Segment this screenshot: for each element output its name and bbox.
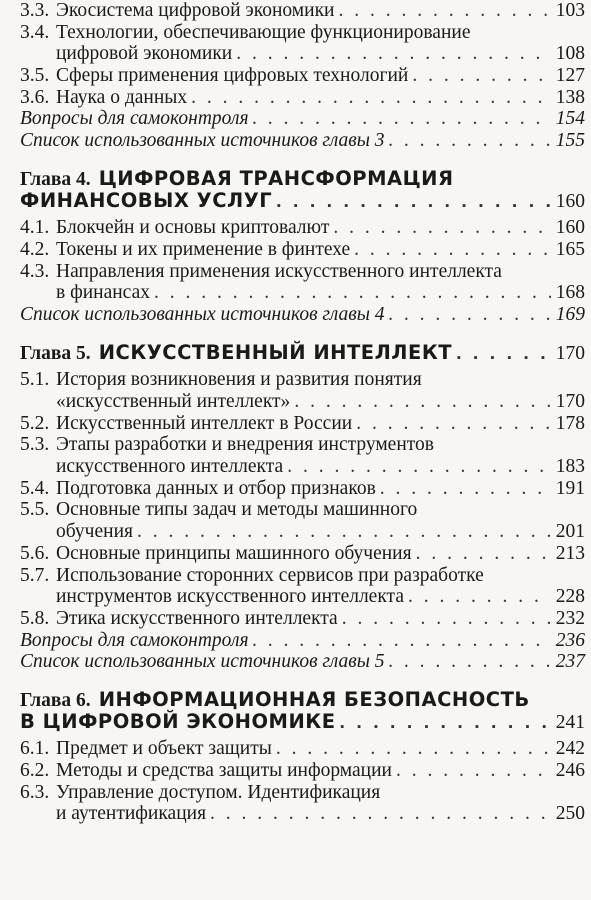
entry-title: Вопросы для самоконтроля xyxy=(20,629,249,651)
section-title: Токены и их применение в финтехе xyxy=(56,238,351,260)
section-number: 3.4. xyxy=(20,21,50,43)
toc-entry[interactable] xyxy=(20,22,585,44)
dot-leader xyxy=(340,712,551,734)
section-number: 6.2. xyxy=(20,760,50,781)
chapter-heading[interactable] xyxy=(20,342,585,364)
dot-leader xyxy=(389,304,551,326)
section-title-cont: и аутентификация xyxy=(56,803,207,825)
page-number: 241 xyxy=(555,711,585,733)
page-number: 160 xyxy=(555,217,585,239)
section-title: Технологии, обеспечивающие функционирование xyxy=(56,21,471,43)
section-title: Использование сторонних сервисов при разработке xyxy=(56,564,484,586)
entry-title: Вопросы для самоконтроля xyxy=(20,108,249,130)
dot-leader xyxy=(294,391,551,413)
page-number: 178 xyxy=(555,412,585,434)
toc-entry[interactable] xyxy=(20,543,585,565)
dot-leader xyxy=(287,456,551,478)
toc-entry[interactable] xyxy=(20,565,585,587)
section-title: История возникновения и развития понятия xyxy=(56,369,422,391)
section-title: Наука о данных xyxy=(56,86,188,108)
section-title: Подготовка данных и отбор признаков xyxy=(56,477,376,499)
toc-entry-sources[interactable] xyxy=(20,651,585,673)
section-number: 5.8. xyxy=(20,607,50,629)
toc-entry-sources[interactable] xyxy=(20,304,585,326)
dot-leader xyxy=(396,760,551,782)
chapter-heading[interactable] xyxy=(20,168,585,190)
toc-entry[interactable] xyxy=(20,413,585,435)
page-number: 168 xyxy=(555,282,585,304)
section-number: 3.6. xyxy=(20,86,50,108)
dot-leader xyxy=(210,803,551,825)
toc-entry-continuation[interactable] xyxy=(20,586,585,608)
section-title-cont: искусственного интеллекта xyxy=(56,456,284,478)
page-number: 250 xyxy=(555,803,585,825)
chapter-title-cont: ФИНАНСОВЫХ УСЛУГ xyxy=(20,188,273,212)
chapter-label: Глава 6. xyxy=(20,689,91,711)
section-title: Этапы разработки и внедрения инструментов xyxy=(56,434,434,456)
section-number: 5.6. xyxy=(20,542,50,564)
toc-entry-questions[interactable] xyxy=(20,108,585,130)
page-number: 160 xyxy=(555,190,585,212)
page-number: 201 xyxy=(555,521,585,543)
section-number: 5.5. xyxy=(20,499,50,521)
dot-leader xyxy=(408,586,551,608)
toc-entry[interactable] xyxy=(20,760,585,782)
dot-leader xyxy=(412,65,551,87)
dot-leader xyxy=(253,630,551,652)
toc-entry-sources[interactable] xyxy=(20,130,585,152)
toc-entry[interactable] xyxy=(20,608,585,630)
toc-entry[interactable] xyxy=(20,369,585,391)
section-number: 3.3. xyxy=(20,0,50,21)
dot-leader xyxy=(191,87,551,109)
page-number: 228 xyxy=(555,586,585,608)
toc-entry-continuation[interactable] xyxy=(20,282,585,304)
toc-entry[interactable] xyxy=(20,499,585,521)
section-title: Направления применения искусственного интеллекта xyxy=(56,260,502,282)
dot-leader xyxy=(389,130,551,152)
dot-leader xyxy=(354,239,551,261)
page-number: 169 xyxy=(555,303,585,325)
toc-entry[interactable] xyxy=(20,0,585,22)
page-number: 213 xyxy=(555,542,585,564)
toc-entry[interactable] xyxy=(20,65,585,87)
toc-entry-continuation[interactable] xyxy=(20,43,585,65)
dot-leader xyxy=(333,217,551,239)
section-number: 5.4. xyxy=(20,477,50,499)
page-number: 191 xyxy=(555,477,585,499)
chapter-heading-continuation[interactable] xyxy=(20,711,585,733)
chapter-heading-continuation[interactable] xyxy=(20,190,585,212)
toc-entry-continuation[interactable] xyxy=(20,391,585,413)
dot-leader xyxy=(342,608,551,630)
section-title-cont: инструментов искусственного интеллекта xyxy=(56,586,404,608)
dot-leader xyxy=(253,108,551,130)
section-title-cont: в финансах xyxy=(56,282,150,304)
section-number: 4.2. xyxy=(20,238,50,260)
chapter-title: ИСКУССТВЕННЫЙ ИНТЕЛЛЕКТ xyxy=(98,340,453,364)
toc-entry[interactable] xyxy=(20,239,585,261)
entry-title: Список использованных источников главы 4 xyxy=(20,303,385,325)
toc-entry[interactable] xyxy=(20,434,585,456)
section-number: 5.7. xyxy=(20,564,50,586)
dot-leader xyxy=(154,282,551,304)
dot-leader xyxy=(389,651,551,673)
section-number: 6.1. xyxy=(20,738,50,760)
section-number: 5.2. xyxy=(20,412,50,434)
section-title-cont: «искусственный интеллект» xyxy=(56,391,291,412)
dot-leader xyxy=(137,521,551,543)
dot-leader xyxy=(456,343,551,365)
toc-entry[interactable] xyxy=(20,217,585,239)
chapter-label: Глава 5. xyxy=(20,342,91,364)
toc-entry[interactable] xyxy=(20,782,585,804)
chapter-label: Глава 4. xyxy=(20,168,91,190)
page-number: 170 xyxy=(555,391,585,412)
table-of-contents xyxy=(20,0,585,825)
section-number: 5.3. xyxy=(20,434,50,456)
section-title: Экосистема цифровой экономики xyxy=(56,0,335,21)
section-title: Блокчейн и основы криптовалют xyxy=(56,217,330,239)
section-title: Сферы применения цифровых технологий xyxy=(56,65,409,87)
section-title: Управление доступом. Идентификация xyxy=(56,781,381,803)
dot-leader xyxy=(236,43,551,65)
section-number: 3.5. xyxy=(20,65,50,87)
entry-title: Список использованных источников главы 5 xyxy=(20,651,385,673)
chapter-title-cont: В ЦИФРОВОЙ ЭКОНОМИКЕ xyxy=(20,709,336,733)
section-title: Искусственный интеллект в России xyxy=(56,412,353,434)
page-number: 138 xyxy=(555,86,585,108)
toc-entry[interactable] xyxy=(20,87,585,109)
page-number: 154 xyxy=(555,108,585,130)
page-number: 103 xyxy=(555,0,585,21)
dot-leader xyxy=(276,191,551,213)
page-number: 170 xyxy=(555,342,585,364)
dot-leader xyxy=(356,413,551,435)
page-number: 236 xyxy=(555,629,585,651)
chapter-title: ЦИФРОВАЯ ТРАНСФОРМАЦИЯ xyxy=(98,166,454,190)
section-number: 4.1. xyxy=(20,217,50,239)
chapter-heading[interactable] xyxy=(20,689,585,711)
dot-leader xyxy=(416,543,551,565)
page-number: 232 xyxy=(555,607,585,629)
page-number: 127 xyxy=(555,65,585,87)
section-title: Методы и средства защиты информации xyxy=(56,760,392,781)
toc-entry-continuation[interactable] xyxy=(20,456,585,478)
section-title: Основные типы задач и методы машинного xyxy=(56,499,418,521)
dot-leader xyxy=(276,738,551,760)
chapter-title: ИНФОРМАЦИОННАЯ БЕЗОПАСНОСТЬ xyxy=(98,687,530,711)
page-number: 183 xyxy=(555,456,585,478)
section-title: Основные принципы машинного обучения xyxy=(56,542,412,564)
section-number: 6.3. xyxy=(20,781,50,803)
section-title-cont: обучения xyxy=(56,521,133,543)
toc-entry[interactable] xyxy=(20,738,585,760)
section-number: 5.1. xyxy=(20,369,50,391)
dot-leader xyxy=(380,478,551,500)
toc-entry-continuation[interactable] xyxy=(20,803,585,825)
page-number: 246 xyxy=(555,760,585,781)
page-number: 155 xyxy=(555,130,585,152)
page-number: 108 xyxy=(555,43,585,65)
dot-leader xyxy=(339,0,552,22)
page-number: 237 xyxy=(555,651,585,673)
section-title: Предмет и объект защиты xyxy=(56,738,272,760)
page-number: 242 xyxy=(555,738,585,760)
section-number: 4.3. xyxy=(20,260,50,282)
toc-entry-continuation[interactable] xyxy=(20,521,585,543)
toc-entry[interactable] xyxy=(20,478,585,500)
section-title-cont: цифровой экономики xyxy=(56,43,233,65)
entry-title: Список использованных источников главы 3 xyxy=(20,130,385,152)
toc-entry[interactable] xyxy=(20,261,585,283)
page-number: 165 xyxy=(555,238,585,260)
toc-entry-questions[interactable] xyxy=(20,630,585,652)
section-title: Этика искусственного интеллекта xyxy=(56,607,338,629)
